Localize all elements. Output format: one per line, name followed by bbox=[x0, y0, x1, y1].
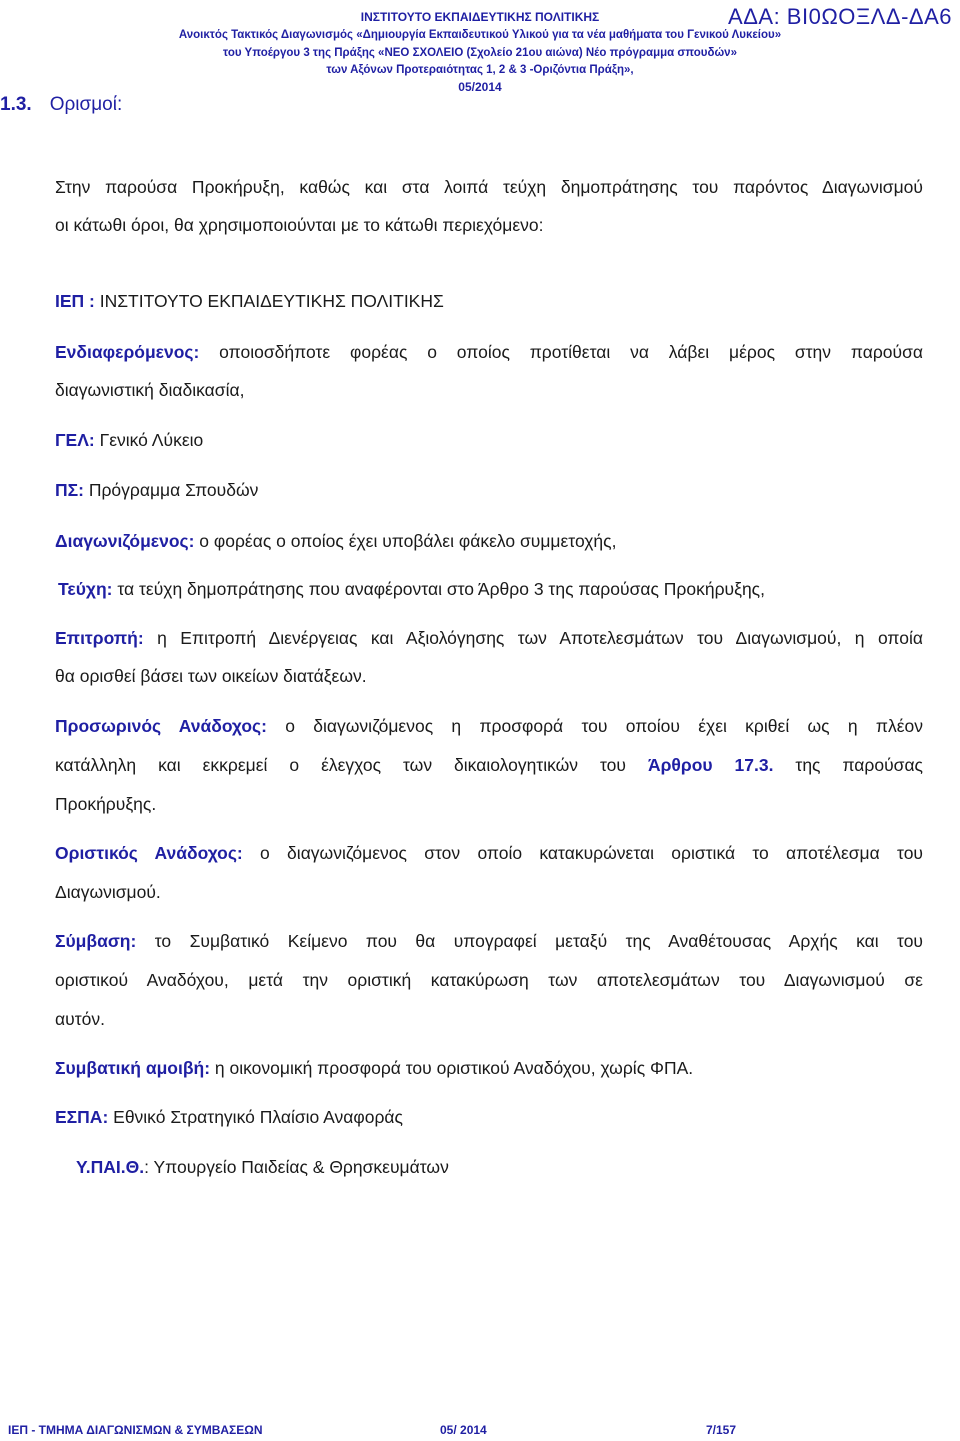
definition-term: Τεύχη: bbox=[58, 579, 113, 599]
definition-oristikos-cont: Διαγωνισμού. bbox=[55, 882, 161, 902]
definition-term: Προσωρινός Ανάδοχος: bbox=[55, 716, 267, 736]
definition-term: ΠΣ: bbox=[55, 480, 84, 500]
definition-symvash-cont: οριστικού Αναδόχου, μετά την οριστική κατακύρωση των αποτελεσμάτων του Διαγωνισμού σε bbox=[55, 970, 923, 990]
header-institute: ΙΝΣΤΙΤΟΥΤΟ ΕΚΠΑΙΔΕΥΤΙΚΗΣ ΠΟΛΙΤΙΚΗΣ bbox=[360, 10, 600, 24]
header-axes: των Αξόνων Προτεραιότητας 1, 2 & 3 -Οριζόντια Πράξη», bbox=[326, 64, 634, 76]
intro-line-2: οι κάτωθι όροι, θα χρησιμοποιούνται με το κάτωθι περιεχόμενο: bbox=[55, 215, 544, 235]
article-reference: Άρθρου 17.3. bbox=[647, 755, 774, 775]
definition-oristikos: Οριστικός Ανάδοχος: ο διαγωνιζόμενος στον οποίο κατακυρώνεται οριστικά το αποτέλεσμα του bbox=[55, 843, 924, 863]
definition-term: Ενδιαφερόμενος: bbox=[55, 342, 200, 362]
definition-epitroph: Επιτροπή: η Επιτροπή Διενέργειας και Αξιολόγησης των Αποτελεσμάτων του Διαγωνισμού, η οποία bbox=[55, 628, 923, 648]
header-subproject: του Υποέργου 3 της Πράξης «ΝΕΟ ΣΧΟΛΕΙΟ (Σχολείο 21ου αιώνα) Νέο πρόγραμμα σπουδών» bbox=[223, 47, 737, 59]
intro-line-1: Στην παρούσα Προκήρυξη, καθώς και στα λοιπά τεύχη δημοπράτησης του παρόντος Διαγωνισμού bbox=[55, 177, 923, 197]
section-number: 1.3. bbox=[0, 94, 32, 115]
definition-amoivh: Συμβατική αμοιβή: η οικονομική προσφορά του οριστικού Αναδόχου, χωρίς ΦΠΑ. bbox=[55, 1058, 694, 1078]
definition-prosorinos-cont: κατάλληλη και εκκρεμεί ο έλεγχος των δικαιολογητικών του Άρθρου 17.3. της παρούσας bbox=[55, 755, 923, 775]
definition-prosorinos: Προσωρινός Ανάδοχος: ο διαγωνιζόμενος η προσφορά του οποίου έχει κριθεί ως η πλέον bbox=[55, 716, 923, 736]
definition-term: Διαγωνιζόμενος: bbox=[55, 531, 195, 551]
definition-espa: ΕΣΠΑ: Εθνικό Στρατηγικό Πλαίσιο Αναφοράς bbox=[55, 1107, 403, 1127]
definition-teuxh: Τεύχη: τα τεύχη δημοπράτησης που αναφέρονται στο Άρθρο 3 της παρούσας Προκήρυξης, bbox=[58, 579, 765, 599]
header-tender: Ανοικτός Τακτικός Διαγωνισμός «Δημιουργία Εκπαιδευτικού Υλικού για τα νέα μαθήματα του Γενικού Λυκείου» bbox=[178, 29, 782, 41]
definition-endiaferomenos: Ενδιαφερόμενος: οποιοσδήποτε φορέας ο οποίος προτίθεται να λάβει μέρος στην παρούσα bbox=[55, 342, 923, 362]
footer-page-number: 7/157 bbox=[706, 1423, 737, 1437]
footer-date: 05/ 2014 bbox=[440, 1423, 487, 1437]
ada-code: ΑΔΑ: ΒΙ0ΩΟΞΛΔ-ΔΑ6 bbox=[728, 4, 952, 29]
definition-term: ΓΕΛ: bbox=[55, 430, 95, 450]
header-date: 05/2014 bbox=[458, 80, 502, 94]
definition-ypaith: Υ.ΠΑΙ.Θ.: Υπουργείο Παιδείας & Θρησκευμάτων bbox=[76, 1157, 449, 1177]
definition-term: Σύμβαση: bbox=[55, 931, 137, 951]
definition-ps: ΠΣ: Πρόγραμμα Σπουδών bbox=[55, 480, 259, 500]
definition-gel: ΓΕΛ: Γενικό Λύκειο bbox=[55, 430, 204, 450]
definition-term: ΙΕΠ : bbox=[55, 291, 95, 311]
definition-prosorinos-end: Προκήρυξης. bbox=[55, 794, 157, 814]
definition-symvash-end: αυτόν. bbox=[55, 1009, 105, 1029]
definition-term: Επιτροπή: bbox=[55, 628, 144, 648]
footer-department: ΙΕΠ - ΤΜΗΜΑ ΔΙΑΓΩΝΙΣΜΩΝ & ΣΥΜΒΑΣΕΩΝ bbox=[8, 1423, 263, 1437]
definition-iep: ΙΕΠ : ΙΝΣΤΙΤΟΥΤΟ ΕΚΠΑΙΔΕΥΤΙΚΗΣ ΠΟΛΙΤΙΚΗΣ bbox=[55, 291, 444, 311]
definition-symvash: Σύμβαση: το Συμβατικό Κείμενο που θα υπογραφεί μεταξύ της Αναθέτουσας Αρχής και του bbox=[55, 931, 923, 951]
definition-term: Οριστικός Ανάδοχος: bbox=[55, 843, 243, 863]
definition-term: Συμβατική αμοιβή: bbox=[55, 1058, 211, 1078]
definition-epitroph-cont: θα ορισθεί βάσει των οικείων διατάξεων. bbox=[55, 666, 367, 686]
definition-endiaferomenos-cont: διαγωνιστική διαδικασία, bbox=[55, 380, 245, 400]
section-title: Ορισμοί: bbox=[49, 94, 123, 115]
definition-term: Υ.ΠΑΙ.Θ. bbox=[76, 1157, 145, 1177]
definition-term: ΕΣΠΑ: bbox=[55, 1107, 109, 1127]
section-heading bbox=[0, 94, 122, 116]
definition-diagonizomenos: Διαγωνιζόμενος: ο φορέας ο οποίος έχει υποβάλει φάκελο συμμετοχής, bbox=[55, 531, 617, 551]
